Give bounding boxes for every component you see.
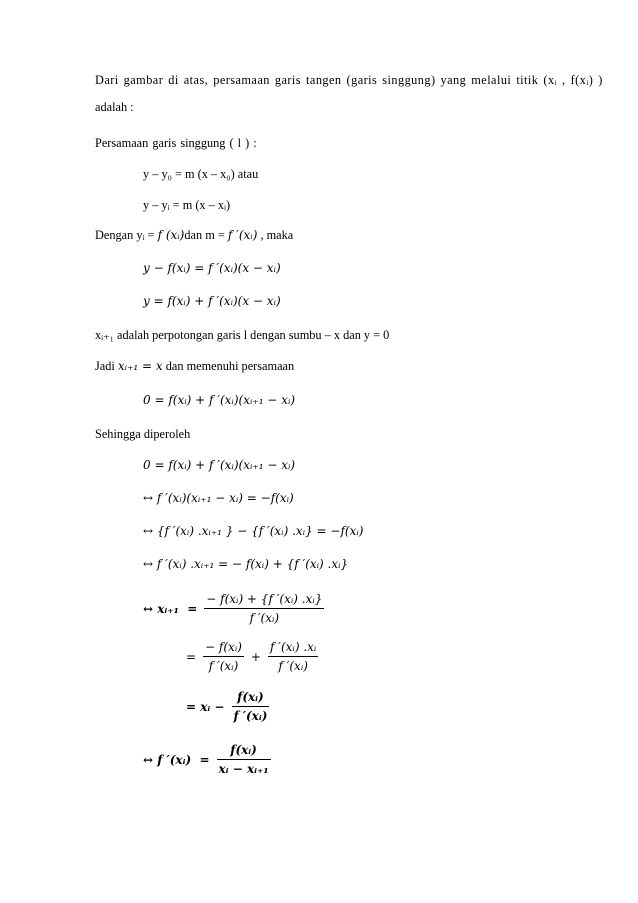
dengan-suffix: , maka xyxy=(257,228,294,242)
jadi-math: xᵢ₊₁ = x xyxy=(117,359,163,373)
equation-line-12 xyxy=(186,690,272,723)
equation-10-lhs: ↔ xᵢ₊₁ = xyxy=(143,601,198,616)
tangent-heading: Persamaan garis singgung ( l ) : xyxy=(95,136,257,150)
intersection-text: xᵢ₊₁ adalah perpotongan garis l dengan sumbu – x dan y = 0 xyxy=(95,328,390,342)
equation-13-lhs: ↔ f ′(xᵢ) = xyxy=(143,752,210,767)
equation-line-1: y – y₀ = m (x – x₀) atau xyxy=(143,167,259,181)
fx-math: f (xᵢ) xyxy=(157,228,185,242)
jadi-suffix: dan memenuhi persamaan xyxy=(162,359,295,373)
equation-line-11 xyxy=(186,640,321,673)
intro-line-1: Dari gambar di atas, persamaan garis tangen (garis singgung) yang melalui titik (xᵢ , f(xᵢ) ) xyxy=(95,73,603,87)
plus-sign: + xyxy=(250,649,261,664)
equation-line-5: 0 = f(xᵢ) + f ′(xᵢ)(xᵢ₊₁ − xᵢ) xyxy=(143,393,296,407)
equation-line-13 xyxy=(143,743,274,776)
equation-line-7: ↔ f ′(xᵢ)(xᵢ₊₁ − xᵢ) = −f(xᵢ) xyxy=(143,491,294,505)
jadi-prefix: Jadi xyxy=(95,359,118,373)
fraction-13 xyxy=(217,743,271,776)
equation-line-2: y – yᵢ = m (x – xᵢ) xyxy=(143,198,231,212)
dengan-prefix: Dengan yᵢ = xyxy=(95,228,158,242)
fraction-12-denominator: f ′(xᵢ) xyxy=(233,709,268,723)
equation-line-10 xyxy=(143,592,327,625)
jadi-line xyxy=(95,360,294,372)
equation-line-3: y − f(xᵢ) = f ′(xᵢ)(x − xᵢ) xyxy=(143,261,281,275)
fraction-11a-numerator: − f(xᵢ) xyxy=(203,640,244,657)
fraction-12 xyxy=(232,690,270,723)
fraction-11b xyxy=(268,640,318,673)
equation-12-lhs: = xᵢ − xyxy=(186,699,225,714)
fraction-10 xyxy=(204,592,324,625)
dengan-mid: dan m = xyxy=(184,228,228,242)
intro-line-2: adalah : xyxy=(95,100,134,114)
equation-11-lhs: = xyxy=(186,649,197,664)
fraction-11a xyxy=(203,640,244,673)
equation-line-4: y = f(xᵢ) + f ′(xᵢ)(x − xᵢ) xyxy=(143,294,281,308)
fraction-11b-numerator: f ′(xᵢ) .xᵢ xyxy=(268,640,318,657)
fraction-12-numerator: f(xᵢ) xyxy=(232,690,270,707)
fraction-10-numerator: − f(xᵢ) + {f ′(xᵢ) .xᵢ} xyxy=(204,592,324,609)
equation-line-9: ↔ f ′(xᵢ) .xᵢ₊₁ = − f(xᵢ) + {f ′(xᵢ) .xᵢ} xyxy=(143,557,349,571)
equation-line-6: 0 = f(xᵢ) + f ′(xᵢ)(xᵢ₊₁ − xᵢ) xyxy=(143,458,296,472)
fraction-11a-denominator: f ′(xᵢ) xyxy=(208,659,239,673)
dengan-line xyxy=(95,229,293,241)
fraction-11b-denominator: f ′(xᵢ) xyxy=(278,659,308,673)
sehingga-text: Sehingga diperoleh xyxy=(95,427,191,441)
fraction-13-denominator: xᵢ − xᵢ₊₁ xyxy=(218,762,269,776)
equation-line-8: ↔ {f ′(xᵢ) .xᵢ₊₁ } − {f ′(xᵢ) .xᵢ} = −f(xᵢ) xyxy=(143,524,364,538)
fprime-math: f ′(xᵢ) xyxy=(227,228,258,242)
fraction-10-denominator: f ′(xᵢ) xyxy=(249,611,280,625)
fraction-13-numerator: f(xᵢ) xyxy=(217,743,271,760)
